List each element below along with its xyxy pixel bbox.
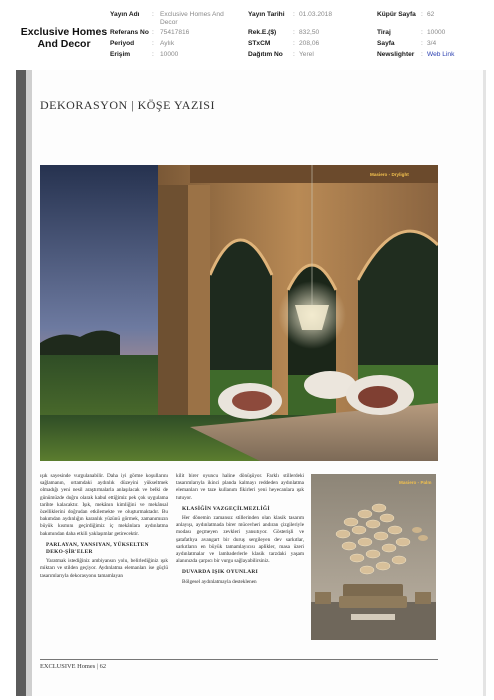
label-referans-no: Referans No (110, 29, 149, 36)
separator: : (152, 40, 154, 47)
paragraph: Her dönemin zamansız stillerinden olan klasik tasarım anlayışı, aydınlatmada birer mücevheri andıran çizgileriyle modası geçmeyen zevkleri yansıtıyor. Gösterişli ve şatafatlıya avangart bir duruş sergileyen dev sarkıtlar, sarkıtların en büyük tamamlayıcısı aplikler, masa üzeri aydınlatmalar ve lambaderlerle klasik tarzdaki yaşam alanınızda çarpıcı bir vurgu sağlayabilirsiniz. (176, 515, 304, 565)
label-rek-e: Rek.E.($) (248, 29, 277, 36)
label-yayin-tarihi: Yayın Tarihi (248, 11, 285, 18)
value-stxcm: 208,06 (299, 40, 320, 47)
label-periyod: Periyod (110, 40, 135, 47)
separator: : (293, 40, 295, 47)
separator: : (152, 51, 154, 58)
value-tiraj: 10000 (427, 29, 446, 36)
separator: : (293, 29, 295, 36)
subheading: KLASİĞİN VAZGEÇİLMEZLİĞİ (182, 505, 270, 512)
value-rek-e: 832,50 (299, 29, 320, 36)
subheading: PARLAYAN, YANSIYAN, YÜKSELTEN DEKO-ŞİR'ELER (46, 541, 149, 556)
separator: : (421, 11, 423, 18)
label-yayin-adi: Yayın Adı (110, 11, 140, 18)
publication-name: Exclusive Homes And Decor (20, 26, 108, 50)
text-column-1 (40, 473, 168, 580)
web-link[interactable]: Web Link (427, 51, 455, 58)
hero-photo (40, 165, 438, 461)
separator: : (152, 29, 154, 36)
value-yayin-tarihi: 01.03.2018 (299, 11, 333, 18)
page-footer: EXCLUSIVE Homes | 62 (40, 663, 107, 670)
value-referans-no: 75417816 (160, 29, 190, 36)
magazine-page (16, 70, 486, 696)
paragraph: Yaratmak istediğiniz ambiyansın yolu, belirlediğiniz ışık miktarı ve stilden geçiyor. Aydınlatma elemanları ise güçlü tasarımlarıyla dekorasyonu tamamlayan (40, 558, 168, 579)
section-title: DEKORASYON | KÖŞE YAZISI (40, 98, 215, 112)
page-spine-gutter (26, 70, 32, 696)
label-erisim: Erişim (110, 51, 131, 58)
label-dagitim-no: Dağıtım No (248, 51, 283, 58)
separator: : (293, 51, 295, 58)
photo-credit: Masiero - Drylight (370, 172, 409, 177)
footer-rule (40, 659, 438, 660)
side-photo (311, 474, 436, 640)
paragraph: ışık sayesinde vurgulanabilir. Daha iyi görme koşullarını sağlamanın, ortamdaki aydınlık düzeyini yükseltmek olmadığı yeni nesil araştırmalarla anlaşılacak ve belki de günümüzde doğru olarak kabul ettiğimiz pek çok uygulama tarihte kalacaktır. Işık, mekânın kimliğini ve mekânsal özelliklerini doğrudan etkilemekte ve oluşturmaktadır. Bu bakımdan aydınlığın karanlık yüzünü görmek, zamanımızın büyük kısmını geçirdiğimiz iç mekânlara aydınlatma bakımından daha etkili yaklaşımlar getirecektir. (40, 473, 168, 537)
separator: : (421, 51, 423, 58)
value-sayfa: 3/4 (427, 40, 437, 47)
subheading: DUVARDA IŞIK OYUNLARI (182, 569, 258, 576)
label-newslighter: Newslighter (377, 51, 415, 58)
separator: : (421, 29, 423, 36)
page-edge (483, 70, 486, 696)
value-yayin-adi: Exclusive Homes And Decor (160, 11, 224, 26)
label-kupur-sayfa: Küpür Sayfa (377, 11, 416, 18)
label-tiraj: Tiraj (377, 29, 391, 36)
paragraph: kilit birer oyuncu haline dönüşüyor. Farklı stillerdeki tasarımlarıyla ikinci planda kalmayı reddeden aydınlatma elemanları ve taze kullanım fikirleri yeni heyecanlara ışık tutuyor. (176, 473, 304, 501)
photo-credit: Masiero - Palm (399, 480, 432, 485)
value-kupur-sayfa: 62 (427, 11, 435, 18)
separator: : (293, 11, 295, 18)
separator: : (152, 11, 154, 18)
text-column-2 (176, 473, 304, 586)
page-spine-shadow (16, 70, 26, 696)
separator: : (421, 40, 423, 47)
label-stxcm: STxCM (248, 40, 271, 47)
value-erisim: 10000 (160, 51, 179, 58)
label-sayfa: Sayfa (377, 40, 395, 47)
paragraph: Bölgesel aydınlatmayla desteklenen (182, 578, 257, 585)
value-periyod: Aylık (160, 40, 175, 47)
value-dagitim-no: Yerel (299, 51, 314, 58)
